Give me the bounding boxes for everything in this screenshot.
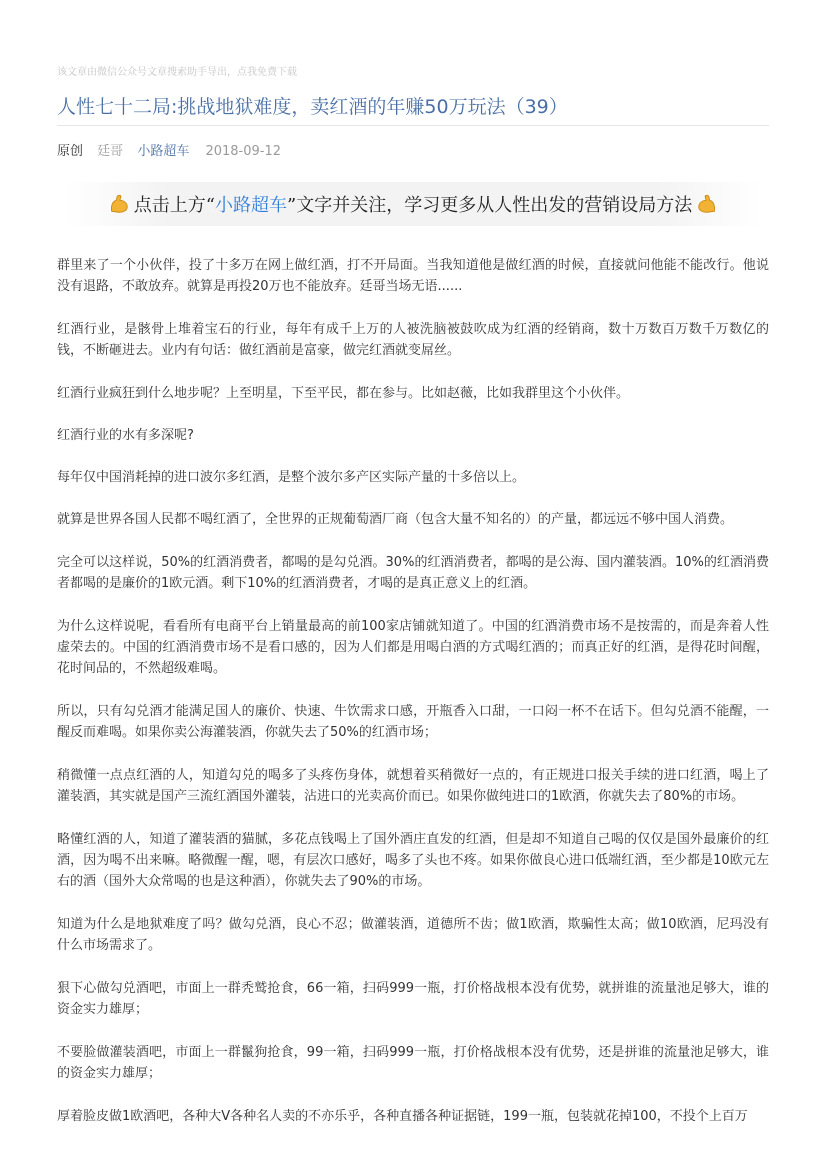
export-notice-link[interactable]: 该文章由微信公众号文章搜索助手导出，点我免费下载 (57, 67, 297, 78)
paragraph: 不要脸做灌装酒吧，市面上一群鬣狗抢食，99一箱，扫码999一瓶，打价格战根本没有优势，还是拼谁的流量池足够大，谁的资金实力雄厚； (57, 1045, 769, 1081)
follow-banner (65, 182, 761, 226)
paragraph: 红酒行业，是骸骨上堆着宝石的行业，每年有成千上万的人被洗脑被鼓吹成为红酒的经销商，数十万数百万数千万数亿的钱，不断砸进去。业内有句话：做红酒前是富豪，做完红酒就变屌丝。 (57, 322, 769, 358)
paragraph: 为什么这样说呢，看看所有电商平台上销量最高的前100家店铺就知道了。中国的红酒消费市场不是按需的，而是奔着人性虚荣去的。中国的红酒消费市场不是看口感的，因为人们都是用喝白酒的方式喝红酒的；而真正好的红酒，是得花时间醒，花时间品的，不然超级难喝。 (57, 619, 769, 676)
account-name-link[interactable]: 小路超车 (137, 144, 190, 159)
author-name: 廷哥 (97, 144, 124, 159)
publish-date: 2018-09-12 (205, 144, 282, 159)
banner-suffix: ”文字并关注，学习更多从人性出发的营销设局方法 (287, 195, 693, 216)
banner-account-highlight[interactable]: 小路超车 (215, 195, 287, 216)
paragraph: 厚着脸皮做1欧酒吧，各种大V各种名人卖的不亦乐乎，各种直播各种证据链，199一瓶，包装就花掉100，不投个上百万 (57, 1109, 748, 1124)
paragraph: 知道为什么是地狱难度了吗？做勾兑酒，良心不忍；做灌装酒，道德所不齿；做1欧酒，欺骗性太高；做10欧酒，尼玛没有什么市场需求了。 (57, 917, 769, 953)
paragraph: 每年仅中国消耗掉的进口波尔多红酒，是整个波尔多产区实际产量的十多倍以上。 (57, 470, 526, 485)
original-badge: 原创 (57, 144, 84, 159)
article-body (57, 255, 769, 1127)
paragraph: 红酒行业的水有多深呢? (57, 428, 194, 443)
paragraph: 完全可以这样说，50%的红酒消费者，都喝的是勾兑酒。30%的红酒消费者，都喝的是公海、国内灌装酒。10%的红酒消费者都喝的是廉价的1欧元酒。剩下10%的红酒消费者，才喝的是真正意义上的红酒。 (57, 555, 769, 591)
article-title: 人性七十二局:挑战地狱难度，卖红酒的年赚50万玩法（39） (57, 96, 568, 118)
paragraph: 稍微懂一点点红酒的人，知道勾兑的喝多了头疼伤身体，就想着买稍微好一点的，有正规进口报关手续的进口红酒，喝上了灌装酒，其实就是国产三流红酒国外灌装，沾进口的光卖高价而已。如果你做纯进口的1欧酒，你就失去了80%的市场。 (57, 768, 769, 804)
paragraph: 略懂红酒的人，知道了灌装酒的猫腻，多花点钱喝上了国外酒庄直发的红酒，但是却不知道自己喝的仅仅是国外最廉价的红酒，因为喝不出来嘛。略微醒一醒，嗯，有层次口感好，喝多了头也不疼。如果你做良心进口低端红酒，至少都是10欧元左右的酒（国外大众常喝的也是这种酒），你就失去了90%的市场。 (57, 832, 769, 889)
flexed-biceps-icon (696, 193, 718, 215)
paragraph: 群里来了一个小伙伴，投了十多万在网上做红酒，打不开局面。当我知道他是做红酒的时候，直接就问他能不能改行。他说没有退路，不敢放弃。就算是再投20万也不能放弃。廷哥当场无语...... (57, 258, 769, 294)
paragraph: 红酒行业疯狂到什么地步呢？上至明星，下至平民，都在参与。比如赵薇，比如我群里这个小伙伴。 (57, 386, 630, 401)
title-divider (57, 125, 769, 126)
flexed-biceps-icon (108, 193, 130, 215)
article-meta (57, 140, 291, 159)
banner-prefix: 点击上方“ (133, 195, 215, 216)
paragraph: 所以，只有勾兑酒才能满足国人的廉价、快速、牛饮需求口感，开瓶香入口甜，一口闷一杯不在话下。但勾兑酒不能醒，一醒反而难喝。如果你卖公海灌装酒，你就失去了50%的红酒市场； (57, 704, 769, 740)
paragraph: 就算是世界各国人民都不喝红酒了，全世界的正规葡萄酒厂商（包含大量不知名的）的产量，都远远不够中国人消费。 (57, 512, 734, 527)
paragraph: 狠下心做勾兑酒吧，市面上一群秃鹫抢食，66一箱，扫码999一瓶，打价格战根本没有优势，就拼谁的流量池足够大，谁的资金实力雄厚； (57, 981, 769, 1017)
